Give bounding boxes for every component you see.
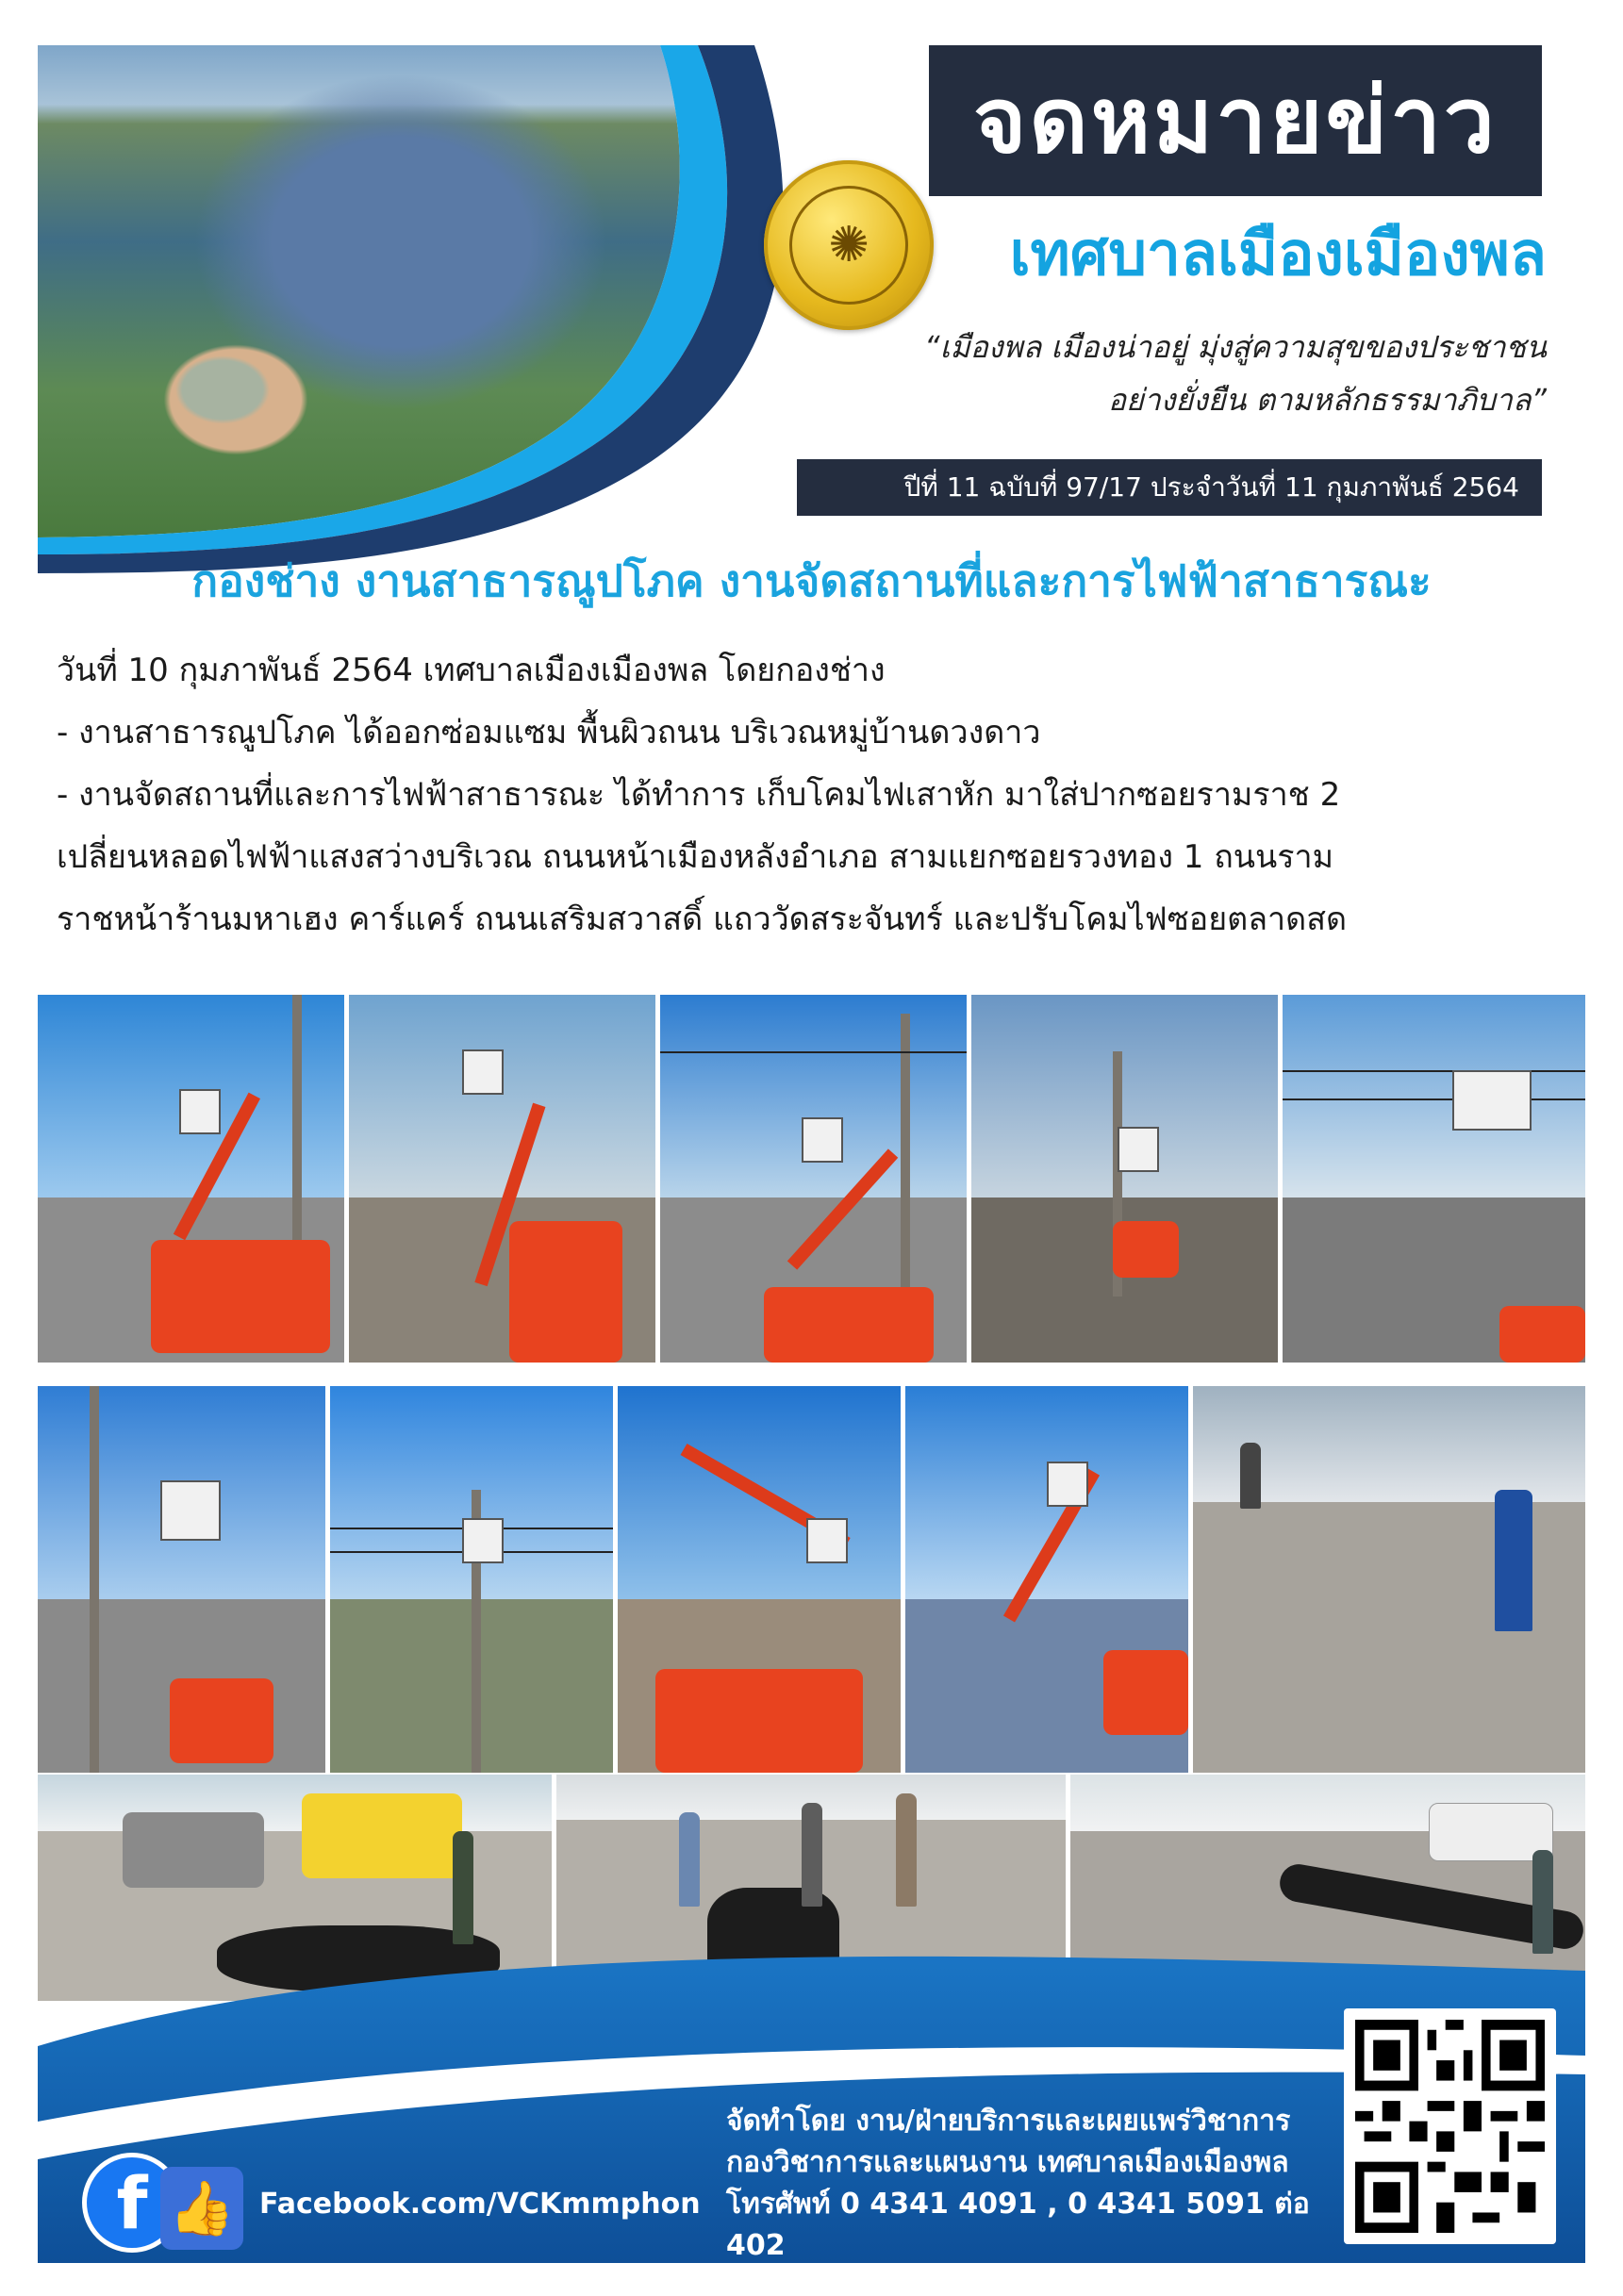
municipality-name: เทศบาลเมืองเมืองพล: [1009, 220, 1547, 289]
issue-info-bar: [797, 459, 1542, 516]
photo-street-light-1: [38, 1386, 325, 1773]
photo-bucket-truck-4: [971, 995, 1278, 1363]
footer-credits: [726, 2101, 1330, 2267]
slogan-line-2: อย่างยั่งยืน ตามหลักธรรมาภิบาล”: [1107, 382, 1547, 418]
photo-road-repair-1: [1193, 1386, 1585, 1773]
seal-emblem: ✺: [789, 186, 908, 305]
thumbs-up-icon: 👍: [160, 2167, 243, 2250]
producer-line-2: กองวิชาการและแผนงาน เทศบาลเมืองเมืองพล: [726, 2146, 1289, 2179]
body-text: [57, 639, 1584, 950]
photo-bucket-truck-5: [1283, 995, 1585, 1363]
facebook-link[interactable]: Facebook.com/VCKmmphon: [259, 2188, 701, 2221]
photo-asphalt-patch-1: [38, 1775, 552, 2001]
body-line: ราชหน้าร้านมหาเฮง คาร์แคร์ ถนนเสริมสวาสดิ์ แถววัดสระจันทร์ และปรับโคมไฟซอยตลาดสด: [57, 900, 1348, 938]
photo-bucket-truck-2: [349, 995, 655, 1363]
municipal-seal-icon: [764, 160, 934, 330]
slogan: [849, 321, 1547, 426]
body-line: วันที่ 10 กุมภาพันธ์ 2564 เทศบาลเมืองเมืองพล โดยกองช่าง: [57, 652, 886, 689]
body-line: - งานจัดสถานที่และการไฟฟ้าสาธารณะ ได้ทำการ เก็บโคมไฟเสาหัก มาใส่ปากซอยรามราช 2: [57, 776, 1341, 814]
photo-street-light-4: [905, 1386, 1188, 1773]
body-line: - งานสาธารณูปโภค ได้ออกซ่อมแซม พื้นผิวถนน บริเวณหมู่บ้านดวงดาว: [57, 714, 1041, 752]
photo-bucket-truck-1: [38, 995, 344, 1363]
photo-street-light-3: [618, 1386, 901, 1773]
photo-street-light-2: [330, 1386, 613, 1773]
photo-bucket-truck-3: [660, 995, 967, 1363]
phone-number: โทรศัพท์ 0 4341 4091 , 0 4341 5091 ต่อ 402: [726, 2188, 1310, 2262]
issue-info: ปีที่ 11 ฉบับที่ 97/17 ประจำวันที่ 11 กุมภาพันธ์ 2564: [903, 471, 1519, 503]
slogan-line-1: “เมืองพล เมืองน่าอยู่ มุ่งสู่ความสุขของประชาชน: [924, 329, 1547, 365]
producer-line-1: จัดทำโดย งาน/ฝ่ายบริการและเผยแพร่วิชาการ: [726, 2105, 1291, 2138]
qr-code-graphic: [1355, 2020, 1545, 2233]
body-line: เปลี่ยนหลอดไฟฟ้าแสงสว่างบริเวณ ถนนหน้าเมืองหลังอำเภอ สามแยกซอยรวงทอง 1 ถนนราม: [57, 838, 1334, 876]
newsletter-title: จดหมายข่าว: [929, 45, 1542, 196]
qr-code-icon[interactable]: [1344, 2008, 1556, 2244]
section-heading: กองช่าง งานสาธารณูปโภค งานจัดสถานที่และการไฟฟ้าสาธารณะ: [191, 555, 1432, 606]
facebook-icon[interactable]: f: [87, 2157, 177, 2248]
